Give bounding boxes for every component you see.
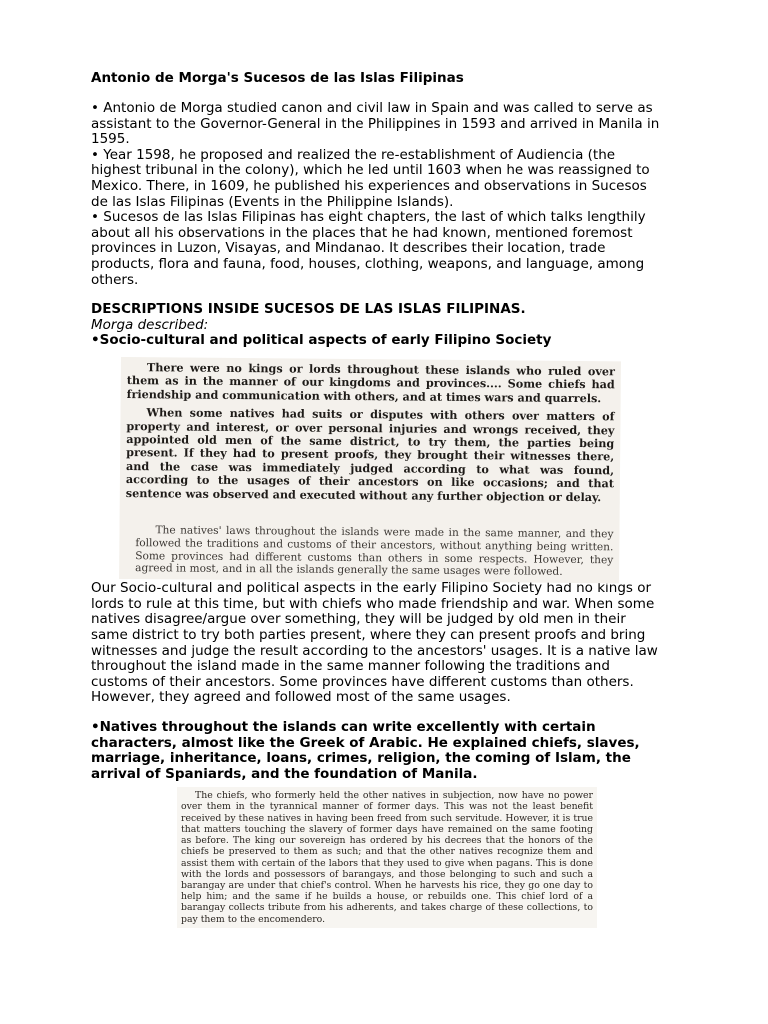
excerpt2-paragraph: The chiefs, who formerly held the other natives in subjection, now have no power over them in the tyrannical manner of former days. This was not the least benefit received by these natives in having been freed from such servitude. However, it is true that matters touching the slavery of former days have remained on the same footing as before. The king our sovereign has ordered by his decrees that the honors of the chiefs be preserved to them as such; and that the other natives recognize them and assist them with certain of the labors that they used to give when pagans. This is done with the lords and possessors of barangays, and those belonging to such and such a barangay are under that chief's control. When he harvests his rice, they go one day to help him; and the same if he builds a house, or rebuilds one. This chief lord of a barangay collects tribute from his adherents, and takes charge of these collections, to pay them to the encomendero. [181,790,593,925]
document-page [91,70,661,928]
document-title: Antonio de Morga's Sucesos de las Islas Filipinas [91,70,464,86]
bullet-audiencia: • Year 1598, he proposed and realized the re-establishment of Audiencia (the highest tribunal in the colony), which he led until 1603 when he was reassigned to Mexico. There, in 1609, he published his experiences and observations in Sucesos de las Islas Filipinas (Events in the Philippine Islands). [91,146,650,210]
section-heading: DESCRIPTIONS INSIDE SUCESOS DE LAS ISLAS FILIPINAS. [91,301,526,318]
bullet-chapters: • Sucesos de las Islas Filipinas has eight chapters, the last of which talks lengthily about all his observations in the places that he had known, mentioned foremost provinces in Luzon, Visayas, and Mindanao. It describes their location, trade products, flora and fauna, food, houses, clothing, weapons, and language, among others. [91,209,646,288]
scanned-excerpt-socio-cultural [119,357,621,584]
excerpt1-paragraph-3: The natives' laws throughout the islands were made in the same manner, and they followed the traditions and customs of their ancestors, without anything being written. Some provinces had different customs than others in some respects. However, they agreed in most, and in all the islands generally the same usages were followed. [135,524,614,579]
subheading-socio-cultural: •Socio-cultural and political aspects of early Filipino Society [91,332,552,349]
bullet-morga-background: • Antonio de Morga studied canon and civil law in Spain and was called to serve as assistant to the Governor-General in the Philippines in 1593 and arrived in Manila in 1595. [91,100,660,148]
summary-paragraph: Our Socio-cultural and political aspects in the early Filipino Society had no kings or lords to rule at this time, but with chiefs who made friendship and war. When some natives disagree/argue over something, they will be judged by old men in their same district to try both parties present, where they can present proofs and bring witnesses and judge the result according to the ancestors' usages. It is a native law throughout the island made in the same manner following the traditions and customs of their ancestors. Some provinces have different customs than others. However, they agreed and followed most of the same usages. [91,580,658,706]
excerpt1-paragraph-1: There were no kings or lords throughout these islands who ruled over them as in the manner of our kingdoms and provinces.... Some chiefs had friendship and communication with others, and at times wars and quarrels. [126,360,615,405]
excerpt1-paragraph-2: When some natives had suits or disputes with others over matters of property and interest, or over personal injuries and wrongs received, they appointed old men of the same district, to try them, the parties being present. If they had to present proofs, they brought their witnesses there, and the case was immediately judged according to what was found, according to the usages of their ancestors on like occasions; and that sentence was observed and executed without any further objection or delay. [125,405,615,504]
subheading-writing-chiefs: •Natives throughout the islands can write excellently with certain characters, almost like the Greek of Arabic. He explained chiefs, slaves, marriage, inheritance, loans, crimes, religion, the coming of Islam, the arrival of Spaniards, and the foundation of Manila. [91,718,640,782]
scanned-excerpt-chiefs [177,787,597,927]
faded-bleed-through-text [126,503,614,525]
morga-described-label: Morga described: [91,316,209,333]
